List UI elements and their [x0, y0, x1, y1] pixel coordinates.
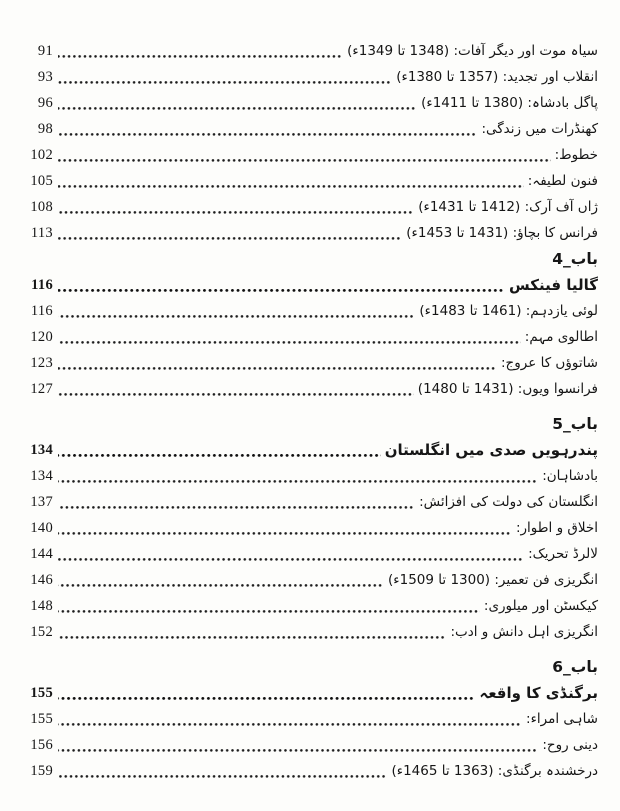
dot-leader — [58, 758, 387, 784]
dot-leader — [58, 732, 538, 758]
entry-title: انگلستان کی دولت کی افزائش: — [419, 494, 598, 510]
entry-page-number: 127 — [30, 381, 53, 397]
entry-page-number: 156 — [30, 737, 53, 753]
entry-title: سیاہ موت اور دیگر آفات: (1348 تا 1349ء) — [347, 43, 598, 59]
dot-leader — [58, 463, 538, 489]
entry-page-number: 91 — [37, 43, 53, 59]
entry-page-number: 120 — [30, 329, 53, 345]
entry-page-number: 144 — [30, 546, 53, 562]
entry-page-number: 113 — [30, 225, 53, 241]
dot-leader — [58, 515, 512, 541]
toc-entry-row — [20, 376, 598, 402]
dot-leader — [58, 541, 524, 567]
dot-leader — [58, 38, 343, 64]
toc-entry-row — [20, 142, 598, 168]
dot-leader — [58, 142, 551, 168]
dot-leader — [58, 272, 505, 298]
entry-title: فرانس کا بچاؤ: (1431 تا 1453ء) — [406, 225, 598, 241]
entry-page-number: 137 — [30, 494, 53, 510]
entry-page-number: 93 — [37, 69, 53, 85]
toc-entry-row — [20, 38, 598, 64]
entry-page-number: 98 — [37, 121, 53, 137]
dot-leader — [58, 220, 402, 246]
entry-title: دینی روح: — [542, 737, 598, 753]
entry-title: اطالوی مہم: — [524, 329, 598, 345]
dot-leader — [58, 116, 477, 142]
toc-entry-row — [20, 758, 598, 784]
entry-page-number: 146 — [30, 572, 53, 588]
toc-entry-row — [20, 194, 598, 220]
entry-page-number: 116 — [30, 303, 53, 319]
toc-entry-row — [20, 593, 598, 619]
entry-page-number: 102 — [30, 147, 53, 163]
toc-entry-row — [20, 298, 598, 324]
chapter-title: برگنڈی کا واقعہ — [479, 684, 598, 702]
chapter-5-heading: باب_5 — [552, 415, 598, 433]
toc-entry-row — [20, 515, 598, 541]
toc-entry-row — [20, 64, 598, 90]
toc-entry-row — [20, 732, 598, 758]
toc-entry-row — [20, 489, 598, 515]
toc-entry-row — [20, 90, 598, 116]
dot-leader — [58, 64, 392, 90]
entry-title: انگریزی فن تعمیر: (1300 تا 1509ء) — [388, 572, 598, 588]
entry-page-number: 159 — [30, 763, 53, 779]
dot-leader — [58, 437, 381, 463]
entry-page-number: 155 — [30, 711, 53, 727]
entry-title: لوئی یازدہم: (1461 تا 1483ء) — [419, 303, 598, 319]
entry-title: انگریزی اہل دانش و ادب: — [450, 624, 598, 640]
entry-title: درخشندہ برگنڈی: (1363 تا 1465ء) — [391, 763, 598, 779]
toc-entry-row — [20, 567, 598, 593]
toc-entry-row — [20, 324, 598, 350]
toc-entry-row — [20, 463, 598, 489]
entry-page-number: 105 — [30, 173, 53, 189]
toc-entry-row — [20, 168, 598, 194]
dot-leader — [58, 680, 475, 706]
dot-leader — [58, 706, 522, 732]
toc-entry-row — [20, 541, 598, 567]
chapter-5-title-row — [20, 437, 598, 463]
chapter-6-heading: باب_6 — [552, 658, 598, 676]
entry-title: کھنڈرات میں زندگی: — [481, 121, 598, 137]
chapter-6-title-row — [20, 680, 598, 706]
toc-entry-row — [20, 220, 598, 246]
entry-title: کیکسٹن اور میلوری: — [483, 598, 598, 614]
entry-title: انقلاب اور تجدید: (1357 تا 1380ء) — [396, 69, 598, 85]
entry-page-number: 108 — [30, 199, 53, 215]
dot-leader — [58, 593, 480, 619]
toc-entry-row — [20, 116, 598, 142]
dot-leader — [58, 619, 446, 645]
entry-page-number: 155 — [30, 685, 53, 701]
entry-title: فنون لطیفہ: — [527, 173, 598, 189]
entry-page-number: 116 — [31, 277, 53, 293]
toc-entry-row — [20, 706, 598, 732]
entry-page-number: 123 — [30, 355, 53, 371]
entry-title: ژاں آف آرک: (1412 تا 1431ء) — [418, 199, 598, 215]
entry-page-number: 140 — [30, 520, 53, 536]
toc-entry-row — [20, 350, 598, 376]
entry-title: شاتوؤں کا عروج: — [501, 355, 598, 371]
dot-leader — [58, 194, 414, 220]
entry-title: شاہی امراء: — [526, 711, 598, 727]
dot-leader — [58, 324, 521, 350]
chapter-4-heading: باب_4 — [552, 250, 598, 268]
entry-title: خطوط: — [554, 147, 598, 163]
dot-leader — [58, 168, 524, 194]
dot-leader — [58, 376, 414, 402]
entry-title: لالرڈ تحریک: — [528, 546, 598, 562]
dot-leader — [58, 298, 415, 324]
entry-title: پاگل بادشاہ: (1380 تا 1411ء) — [421, 95, 598, 111]
entry-page-number: 134 — [30, 468, 53, 484]
dot-leader — [58, 489, 415, 515]
chapter-title: پندرہویں صدی میں انگلستان — [384, 441, 598, 459]
chapter-4-title-row — [20, 272, 598, 298]
chapter-title: گالیا فینکس — [509, 276, 598, 294]
dot-leader — [58, 90, 417, 116]
entry-page-number: 96 — [37, 95, 53, 111]
entry-page-number: 152 — [30, 624, 53, 640]
entry-title: فرانسوا ویوں: (1431 تا 1480) — [417, 381, 598, 397]
dot-leader — [58, 567, 384, 593]
toc-entry-row — [20, 619, 598, 645]
entry-page-number: 134 — [30, 442, 53, 458]
entry-page-number: 148 — [30, 598, 53, 614]
dot-leader — [58, 350, 497, 376]
entry-title: بادشاہان: — [542, 468, 598, 484]
entry-title: اخلاق و اطوار: — [515, 520, 598, 536]
